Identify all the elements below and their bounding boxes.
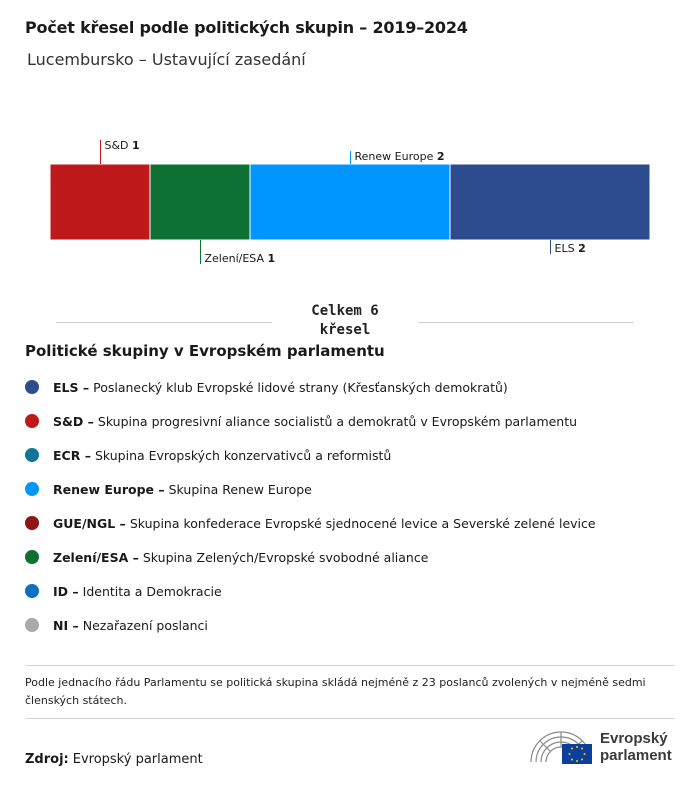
european-parliament-hemicycle-icon xyxy=(528,728,594,766)
legend-swatch xyxy=(25,516,39,530)
footnote: Podle jednacího řádu Parlamentu se politická skupina skládá nejméně z 23 poslanců zvolených v nejméně sedmi členských státech. xyxy=(25,676,646,707)
legend-item xyxy=(25,574,596,608)
legend-title: Politické skupiny v Evropském parlamentu xyxy=(25,342,385,360)
legend-item xyxy=(25,404,596,438)
bar-label-value: 2 xyxy=(578,242,586,255)
legend-item xyxy=(25,370,596,404)
total-seats xyxy=(272,302,418,340)
legend-desc: Skupina Renew Europe xyxy=(168,481,312,497)
logo-text-line2: parlament xyxy=(600,747,672,764)
source-value: Evropský parlament xyxy=(72,752,203,767)
legend xyxy=(25,370,596,642)
bar-segment xyxy=(50,164,150,240)
legend-abbr: Zelení/ESA – xyxy=(53,549,139,565)
legend-abbr: NI – xyxy=(53,617,79,633)
legend-swatch xyxy=(25,380,39,394)
legend-abbr: ELS – xyxy=(53,379,90,395)
legend-item xyxy=(25,472,596,506)
bar-label xyxy=(105,139,140,152)
chart-title: Počet křesel podle politických skupin – 2019–2024 xyxy=(25,18,468,37)
legend-swatch xyxy=(25,584,39,598)
legend-abbr: GUE/NGL – xyxy=(53,515,126,531)
legend-abbr: S&D – xyxy=(53,413,94,429)
bar-segment xyxy=(450,164,650,240)
bar-segment xyxy=(250,164,450,240)
legend-swatch xyxy=(25,448,39,462)
legend-item xyxy=(25,608,596,642)
bar-label xyxy=(205,252,276,265)
ep-logo xyxy=(528,728,672,766)
total-seats-count: Celkem 6 xyxy=(311,303,379,319)
legend-abbr: ECR – xyxy=(53,447,91,463)
bar-label-name: S&D xyxy=(104,139,133,152)
legend-desc: Skupina progresivní aliance socialistů a demokratů v Evropském parlamentu xyxy=(97,413,578,429)
legend-desc: Skupina Zelených/Evropské svobodné aliance xyxy=(142,549,429,565)
legend-item xyxy=(25,506,596,540)
legend-swatch xyxy=(25,482,39,496)
bar-label-value: 1 xyxy=(132,139,140,152)
legend-abbr: Renew Europe – xyxy=(53,481,165,497)
bar-label-name: ELS xyxy=(554,242,579,255)
legend-item xyxy=(25,540,596,574)
total-divider-right xyxy=(418,322,634,323)
legend-abbr: ID – xyxy=(53,583,79,599)
total-divider-left xyxy=(56,322,272,323)
legend-item xyxy=(25,438,596,472)
bar-label xyxy=(355,150,445,163)
bar-segment xyxy=(150,164,250,240)
divider xyxy=(25,718,675,719)
bar-label-name: Renew Europe xyxy=(354,150,437,163)
legend-desc: Poslanecký klub Evropské lidové strany (Křesťanských demokratů) xyxy=(93,379,508,395)
logo-text-line1: Evropský xyxy=(600,730,668,747)
seat-chart xyxy=(0,130,700,275)
bar-label xyxy=(555,242,586,255)
legend-swatch xyxy=(25,550,39,564)
legend-swatch xyxy=(25,414,39,428)
source-label: Zdroj: xyxy=(25,752,69,767)
chart-subtitle: Lucembursko – Ustavující zasedání xyxy=(27,50,306,69)
legend-desc: Skupina Evropských konzervativců a reformistů xyxy=(94,447,392,463)
legend-desc: Skupina konfederace Evropské sjednocené levice a Severské zelené levice xyxy=(129,515,596,531)
legend-swatch xyxy=(25,618,39,632)
bar-label-value: 2 xyxy=(436,150,445,163)
total-seats-unit: křesel xyxy=(319,322,371,338)
legend-desc: Identita a Demokracie xyxy=(82,583,222,599)
bar-label-name: Zelení/ESA xyxy=(204,252,268,265)
bar-label-value: 1 xyxy=(267,252,276,265)
divider xyxy=(25,665,675,666)
source xyxy=(25,752,203,767)
legend-desc: Nezařazení poslanci xyxy=(82,617,208,633)
